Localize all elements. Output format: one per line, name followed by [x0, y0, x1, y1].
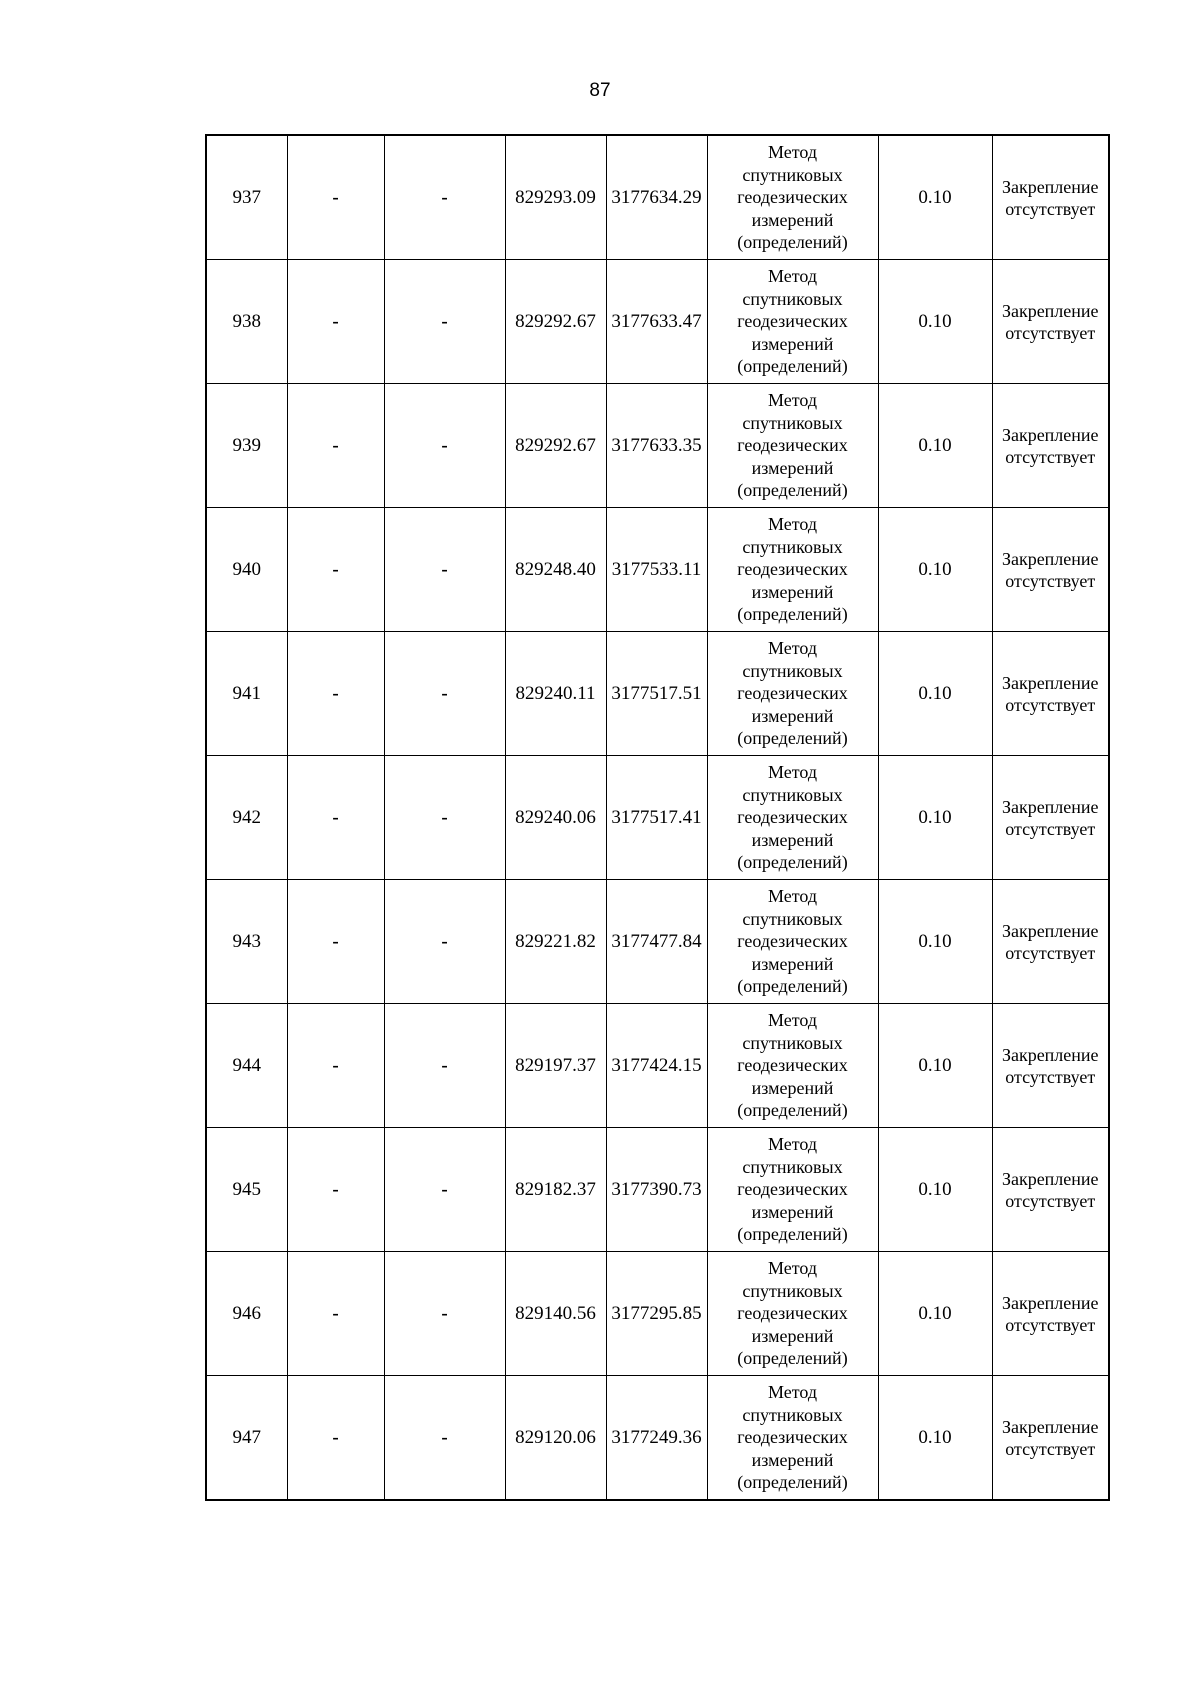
- fixing-cell: [992, 1128, 1109, 1252]
- accuracy-cell: 0.10: [878, 135, 992, 260]
- method-text-line: геодезических: [737, 435, 848, 456]
- fixing-text-line: отсутствует: [1005, 942, 1096, 963]
- empty-value-cell: -: [287, 1252, 384, 1376]
- x-coordinate-cell: 829292.67: [505, 260, 606, 384]
- x-coordinate-cell: 829221.82: [505, 880, 606, 1004]
- empty-value-cell: -: [384, 756, 505, 880]
- y-coordinate-cell: 3177517.41: [606, 756, 707, 880]
- table-row: [206, 880, 1109, 1004]
- point-number-cell: 938: [206, 260, 287, 384]
- accuracy-cell: 0.10: [878, 1128, 992, 1252]
- point-number-cell: 947: [206, 1376, 287, 1501]
- method-text-line: спутниковых: [742, 164, 843, 185]
- y-coordinate-cell: 3177295.85: [606, 1252, 707, 1376]
- empty-value-cell: -: [287, 880, 384, 1004]
- empty-value-cell: -: [384, 880, 505, 1004]
- method-text-line: Метод: [767, 886, 818, 907]
- fixing-cell: [992, 384, 1109, 508]
- fixing-text-line: Закрепление: [1001, 1416, 1099, 1437]
- method-text-line: (определений): [737, 232, 848, 253]
- point-number-cell: 937: [206, 135, 287, 260]
- method-text-line: (определений): [737, 356, 848, 377]
- fixing-text-line: Закрепление: [1001, 424, 1099, 445]
- method-text-line: Метод: [767, 390, 818, 411]
- method-text-line: Метод: [767, 1382, 818, 1403]
- y-coordinate-cell: 3177634.29: [606, 135, 707, 260]
- point-number-cell: 944: [206, 1004, 287, 1128]
- fixing-cell: [992, 1252, 1109, 1376]
- point-number-cell: 946: [206, 1252, 287, 1376]
- method-cell: [707, 756, 878, 880]
- table-row: [206, 508, 1109, 632]
- method-text-line: измерений: [751, 1325, 834, 1346]
- empty-value-cell: -: [384, 384, 505, 508]
- method-text-line: (определений): [737, 1348, 848, 1369]
- table-row: [206, 384, 1109, 508]
- method-text-line: геодезических: [737, 931, 848, 952]
- x-coordinate-cell: 829140.56: [505, 1252, 606, 1376]
- method-text-line: (определений): [737, 852, 848, 873]
- empty-value-cell: -: [287, 1004, 384, 1128]
- method-text-line: измерений: [751, 1201, 834, 1222]
- method-text-line: измерений: [751, 953, 834, 974]
- empty-value-cell: -: [287, 1128, 384, 1252]
- method-text-line: Метод: [767, 762, 818, 783]
- method-text-line: геодезических: [737, 1055, 848, 1076]
- y-coordinate-cell: 3177477.84: [606, 880, 707, 1004]
- fixing-cell: [992, 1376, 1109, 1501]
- method-text-line: (определений): [737, 728, 848, 749]
- table-row: [206, 1128, 1109, 1252]
- empty-value-cell: -: [384, 260, 505, 384]
- empty-value-cell: -: [287, 384, 384, 508]
- method-text-line: спутниковых: [742, 908, 843, 929]
- y-coordinate-cell: 3177633.35: [606, 384, 707, 508]
- method-cell: [707, 1128, 878, 1252]
- method-text-line: геодезических: [737, 311, 848, 332]
- accuracy-cell: 0.10: [878, 260, 992, 384]
- fixing-text-line: отсутствует: [1005, 570, 1096, 591]
- point-number-cell: 941: [206, 632, 287, 756]
- fixing-text-line: отсутствует: [1005, 1438, 1096, 1459]
- empty-value-cell: -: [384, 508, 505, 632]
- y-coordinate-cell: 3177249.36: [606, 1376, 707, 1501]
- empty-value-cell: -: [287, 1376, 384, 1501]
- fixing-text-line: Закрепление: [1001, 1168, 1099, 1189]
- y-coordinate-cell: 3177390.73: [606, 1128, 707, 1252]
- method-text-line: измерений: [751, 457, 834, 478]
- empty-value-cell: -: [384, 135, 505, 260]
- x-coordinate-cell: 829240.06: [505, 756, 606, 880]
- method-cell: [707, 1004, 878, 1128]
- fixing-text-line: Закрепление: [1001, 176, 1099, 197]
- x-coordinate-cell: 829197.37: [505, 1004, 606, 1128]
- empty-value-cell: -: [287, 508, 384, 632]
- method-text-line: Метод: [767, 142, 818, 163]
- x-coordinate-cell: 829120.06: [505, 1376, 606, 1501]
- accuracy-cell: 0.10: [878, 1252, 992, 1376]
- accuracy-cell: 0.10: [878, 384, 992, 508]
- y-coordinate-cell: 3177633.47: [606, 260, 707, 384]
- method-text-line: (определений): [737, 604, 848, 625]
- method-text-line: измерений: [751, 209, 834, 230]
- fixing-cell: [992, 1004, 1109, 1128]
- method-text-line: спутниковых: [742, 288, 843, 309]
- coordinates-table: [205, 134, 1110, 1501]
- fixing-cell: [992, 756, 1109, 880]
- fixing-text-line: Закрепление: [1001, 300, 1099, 321]
- table-row: [206, 1004, 1109, 1128]
- method-cell: [707, 1376, 878, 1501]
- method-text-line: спутниковых: [742, 412, 843, 433]
- fixing-text-line: Закрепление: [1001, 1044, 1099, 1065]
- empty-value-cell: -: [384, 1376, 505, 1501]
- method-text-line: геодезических: [737, 683, 848, 704]
- method-text-line: измерений: [751, 829, 834, 850]
- point-number-cell: 940: [206, 508, 287, 632]
- y-coordinate-cell: 3177424.15: [606, 1004, 707, 1128]
- method-text-line: (определений): [737, 976, 848, 997]
- method-text-line: (определений): [737, 1100, 848, 1121]
- fixing-cell: [992, 880, 1109, 1004]
- method-text-line: спутниковых: [742, 1032, 843, 1053]
- fixing-text-line: отсутствует: [1005, 1314, 1096, 1335]
- empty-value-cell: -: [384, 1128, 505, 1252]
- y-coordinate-cell: 3177517.51: [606, 632, 707, 756]
- fixing-text-line: Закрепление: [1001, 920, 1099, 941]
- method-text-line: измерений: [751, 333, 834, 354]
- point-number-cell: 939: [206, 384, 287, 508]
- table-row: [206, 135, 1109, 260]
- method-text-line: спутниковых: [742, 1404, 843, 1425]
- method-text-line: (определений): [737, 1224, 848, 1245]
- point-number-cell: 943: [206, 880, 287, 1004]
- table-row: [206, 1252, 1109, 1376]
- method-text-line: Метод: [767, 638, 818, 659]
- accuracy-cell: 0.10: [878, 1376, 992, 1501]
- accuracy-cell: 0.10: [878, 632, 992, 756]
- accuracy-cell: 0.10: [878, 1004, 992, 1128]
- method-text-line: спутниковых: [742, 1280, 843, 1301]
- method-cell: [707, 1252, 878, 1376]
- fixing-text-line: отсутствует: [1005, 1066, 1096, 1087]
- method-text-line: Метод: [767, 1010, 818, 1031]
- method-text-line: Метод: [767, 266, 818, 287]
- method-text-line: (определений): [737, 1472, 848, 1493]
- fixing-text-line: отсутствует: [1005, 818, 1096, 839]
- method-cell: [707, 632, 878, 756]
- empty-value-cell: -: [384, 632, 505, 756]
- fixing-text-line: Закрепление: [1001, 796, 1099, 817]
- accuracy-cell: 0.10: [878, 880, 992, 1004]
- fixing-text-line: Закрепление: [1001, 672, 1099, 693]
- method-text-line: геодезических: [737, 1179, 848, 1200]
- method-text-line: геодезических: [737, 807, 848, 828]
- x-coordinate-cell: 829248.40: [505, 508, 606, 632]
- fixing-text-line: отсутствует: [1005, 322, 1096, 343]
- fixing-text-line: отсутствует: [1005, 1190, 1096, 1211]
- method-cell: [707, 384, 878, 508]
- fixing-cell: [992, 632, 1109, 756]
- method-text-line: Метод: [767, 1134, 818, 1155]
- method-text-line: Метод: [767, 1258, 818, 1279]
- method-cell: [707, 880, 878, 1004]
- method-text-line: геодезических: [737, 1427, 848, 1448]
- y-coordinate-cell: 3177533.11: [606, 508, 707, 632]
- fixing-text-line: Закрепление: [1001, 1292, 1099, 1313]
- table-row: [206, 1376, 1109, 1501]
- x-coordinate-cell: 829240.11: [505, 632, 606, 756]
- method-text-line: геодезических: [737, 559, 848, 580]
- empty-value-cell: -: [287, 756, 384, 880]
- point-number-cell: 942: [206, 756, 287, 880]
- method-cell: [707, 260, 878, 384]
- method-text-line: измерений: [751, 1077, 834, 1098]
- fixing-cell: [992, 260, 1109, 384]
- method-text-line: измерений: [751, 581, 834, 602]
- empty-value-cell: -: [287, 135, 384, 260]
- table-row: [206, 260, 1109, 384]
- method-cell: [707, 508, 878, 632]
- empty-value-cell: -: [384, 1252, 505, 1376]
- method-text-line: спутниковых: [742, 536, 843, 557]
- x-coordinate-cell: 829293.09: [505, 135, 606, 260]
- method-text-line: спутниковых: [742, 784, 843, 805]
- fixing-cell: [992, 508, 1109, 632]
- fixing-text-line: отсутствует: [1005, 198, 1096, 219]
- table-row: [206, 632, 1109, 756]
- table-row: [206, 756, 1109, 880]
- page-number: 87: [589, 80, 611, 101]
- empty-value-cell: -: [384, 1004, 505, 1128]
- table-body: [206, 135, 1109, 1500]
- method-text-line: измерений: [751, 705, 834, 726]
- fixing-text-line: отсутствует: [1005, 446, 1096, 467]
- method-cell: [707, 135, 878, 260]
- point-number-cell: 945: [206, 1128, 287, 1252]
- method-text-line: геодезических: [737, 187, 848, 208]
- fixing-text-line: отсутствует: [1005, 694, 1096, 715]
- method-text-line: спутниковых: [742, 660, 843, 681]
- fixing-cell: [992, 135, 1109, 260]
- empty-value-cell: -: [287, 260, 384, 384]
- method-text-line: спутниковых: [742, 1156, 843, 1177]
- x-coordinate-cell: 829292.67: [505, 384, 606, 508]
- accuracy-cell: 0.10: [878, 508, 992, 632]
- fixing-text-line: Закрепление: [1001, 548, 1099, 569]
- method-text-line: геодезических: [737, 1303, 848, 1324]
- x-coordinate-cell: 829182.37: [505, 1128, 606, 1252]
- method-text-line: измерений: [751, 1449, 834, 1470]
- accuracy-cell: 0.10: [878, 756, 992, 880]
- method-text-line: (определений): [737, 480, 848, 501]
- method-text-line: Метод: [767, 514, 818, 535]
- empty-value-cell: -: [287, 632, 384, 756]
